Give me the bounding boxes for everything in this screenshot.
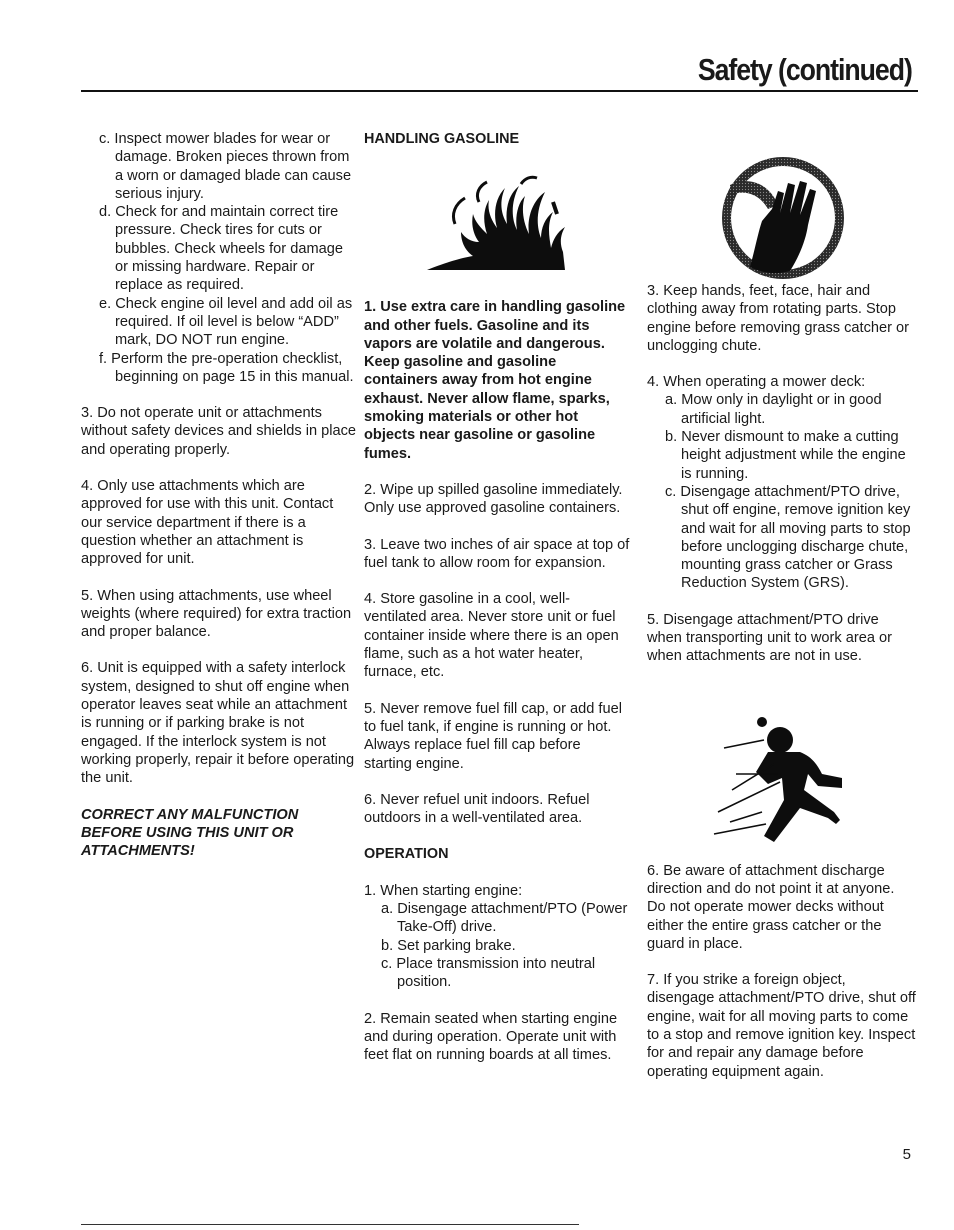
page-title: Safety (continued) — [698, 52, 912, 87]
section-heading-gasoline: HANDLING GASOLINE — [364, 131, 520, 147]
list-item: b. Set parking brake. — [381, 937, 516, 954]
list-item: c. Disengage attachment/PTO drive, shut off engine, remove ignition key and wait for all moving parts to stop before unclogging discharge chute, mounting grass catcher or Grass Reduction System (GRS). — [665, 483, 911, 592]
list-item: 3. Do not operate unit or attachments without safety devices and shields in place and operating properly. — [81, 405, 357, 458]
page-number: 5 — [902, 1146, 911, 1163]
list-item: 3. Keep hands, feet, face, hair and clothing away from rotating parts. Stop engine before removing grass catcher or unclogging chute. — [647, 283, 910, 354]
thrown-object-icon — [708, 712, 853, 848]
fire-icon — [425, 172, 570, 272]
list-item: 1. When starting engine: — [364, 882, 523, 899]
footer-rule — [81, 1224, 579, 1225]
list-item: 6. Be aware of attachment discharge direction and do not point it at anyone. Do not operate mower decks without either the entire grass catcher or the guard in place. — [647, 862, 895, 952]
list-item: c. Inspect mower blades for wear or damage. Broken pieces thrown from a worn or damaged blade can cause serious injury. — [99, 131, 352, 202]
list-item: a. Disengage attachment/PTO (Power Take-Off) drive. — [381, 901, 628, 936]
list-item: 6. Unit is equipped with a safety interlock system, designed to shut off engine when operator leaves seat while an attachment is running or if parking brake is not engaged. If the interlock system is not working properly, repair it before operating the unit. — [81, 660, 355, 787]
list-item: 5. When using attachments, use wheel weights (where required) for extra traction and proper balance. — [81, 587, 352, 641]
list-item: e. Check engine oil level and add oil as required. If oil level is below “ADD” mark, DO NOT run engine. — [99, 295, 353, 349]
list-item: 1. Use extra care in handling gasoline and other fuels. Gasoline and its vapors are volatile and dangerous. Keep gasoline and gasoline containers away from hot engine exhaust. Never allow flame, sparks, smoking materials or other hot objects near gasoline or gasoline fumes. — [364, 299, 626, 462]
left-column — [81, 130, 357, 860]
header-rule — [81, 90, 918, 92]
list-item: c. Place transmission into neutral position. — [381, 955, 596, 991]
list-item: 3. Leave two inches of air space at top of fuel tank to allow room for expansion. — [364, 536, 630, 571]
list-item: 2. Wipe up spilled gasoline immediately. Only use approved gasoline containers. — [364, 481, 623, 517]
list-item: a. Mow only in daylight or in good artificial light. — [665, 392, 882, 427]
section-heading-operation: OPERATION — [364, 846, 449, 863]
list-item: 4. Only use attachments which are approved for use with this unit. Contact our service department if there is a question whether an attachment is approved for unit. — [81, 478, 334, 568]
list-item: 4. Store gasoline in a cool, well-ventilated area. Never store unit or fuel container inside where there is an open flame, such as a hot water heater, furnace, etc. — [364, 591, 619, 681]
malfunction-warning: CORRECT ANY MALFUNCTION BEFORE USING THIS UNIT OR ATTACHMENTS! — [81, 806, 299, 860]
right-column — [647, 282, 917, 1081]
hand-blade-icon — [720, 155, 846, 281]
list-item: 6. Never refuel unit indoors. Refuel outdoors in a well-ventilated area. — [364, 791, 590, 827]
list-item: f. Perform the pre-operation checklist, beginning on page 15 in this manual. — [99, 350, 354, 385]
list-item: 5. Never remove fuel fill cap, or add fuel to fuel tank, if engine is running or hot. Always replace fuel fill cap before starting engine. — [364, 700, 622, 772]
list-item: 4. When operating a mower deck: — [647, 374, 866, 391]
list-item: b. Never dismount to make a cutting height adjustment while the engine is running. — [665, 429, 906, 482]
list-item: 2. Remain seated when starting engine and during operation. Operate unit with feet flat on running boards at all times. — [364, 1010, 618, 1064]
list-item: d. Check for and maintain correct tire pressure. Check tires for cuts or bubbles. Check wheels for damage or missing hardware. Repair or replace as required. — [99, 204, 343, 294]
list-item: 5. Disengage attachment/PTO drive when transporting unit to work area or when attachments are not in use. — [647, 611, 892, 665]
list-item: 7. If you strike a foreign object, disengage attachment/PTO drive, shut off engine, wait for all moving parts to come to a stop and remove ignition key. Inspect for and repair any damage before operating equipment again. — [647, 972, 916, 1080]
